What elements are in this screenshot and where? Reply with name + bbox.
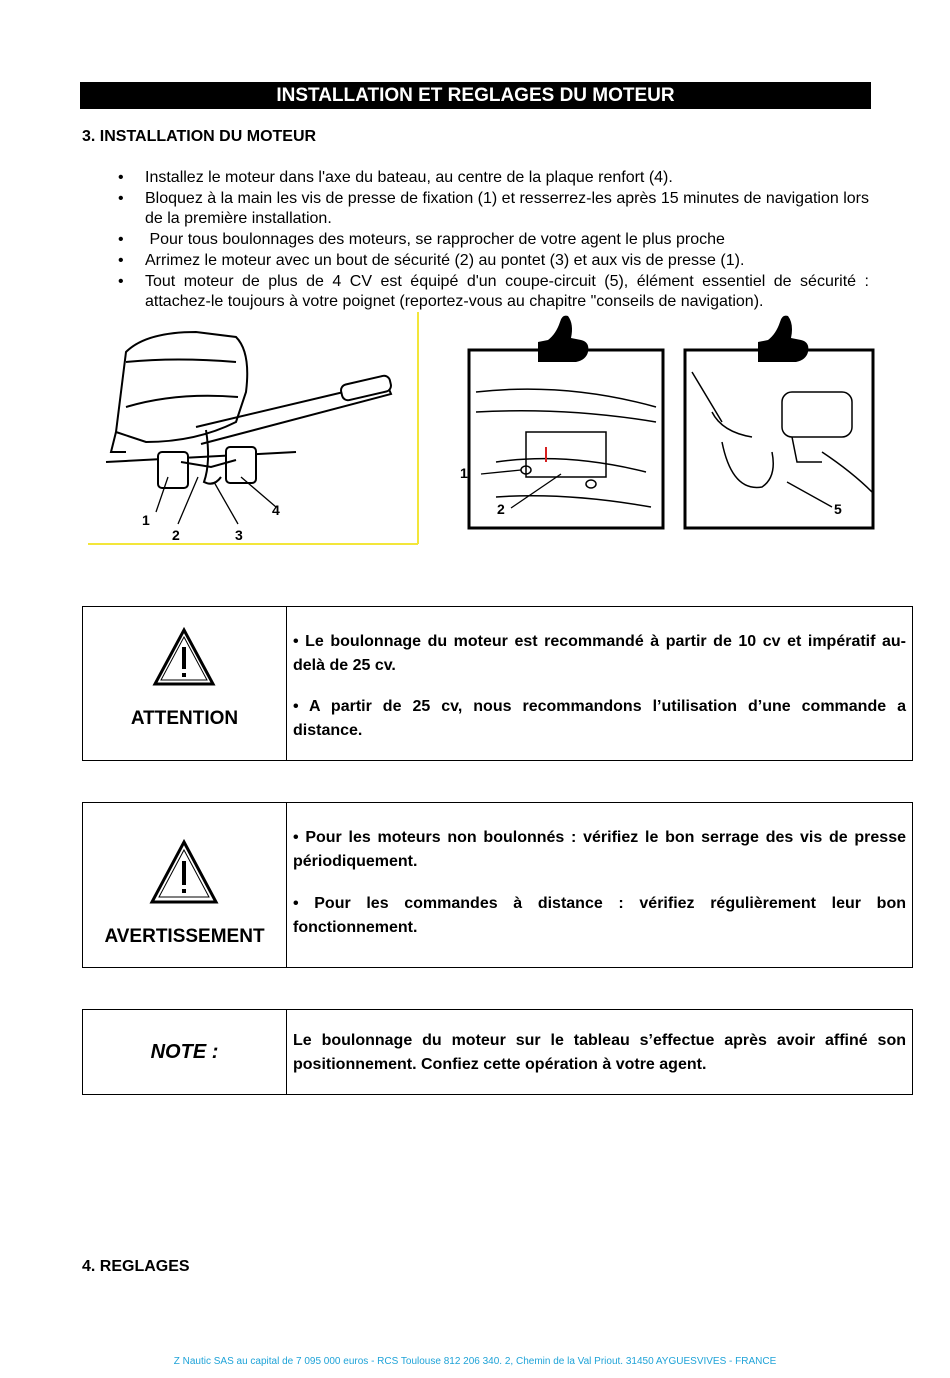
list-item: • Installez le moteur dans l'axe du bateau, au centre de la plaque renfort (4).	[118, 169, 673, 186]
list-item: • Pour tous boulonnages des moteurs, se rapprocher de votre agent le plus proche	[118, 231, 725, 248]
list-item: • Arrimez le moteur avec un bout de sécurité (2) au pontet (3) et aux vis de presse (1).	[118, 252, 745, 269]
bullet-icon: •	[118, 273, 124, 290]
attention-line-1: • Le boulonnage du moteur est recommandé à partir de 10 cv et impératif au-delà de 25 cv.	[293, 633, 906, 674]
list-item: • Tout moteur de plus de 4 CV est équipé d'un coupe-circuit (5), élément essentiel de sécurité : attachez-le toujours à votre poignet (reportez-vous au chapitre "conseils de navigation).	[118, 273, 869, 310]
note-text: Le boulonnage du moteur sur le tableau s’effectue après avoir affiné son positionnement. Confiez cette opération à votre agent.	[293, 1032, 906, 1073]
attention-label: ATTENTION	[130, 708, 239, 729]
figure-label-5: 5	[834, 501, 842, 517]
installation-bullet-list	[118, 168, 869, 313]
kill-switch-illustration	[682, 312, 876, 532]
figure-label-2: 2	[497, 501, 505, 517]
attention-text-cell	[287, 607, 913, 761]
avertissement-line-2: • Pour les commandes à distance : vérifiez régulièrement leur bon fonctionnement.	[293, 895, 906, 936]
thumbs-up-icon	[538, 316, 588, 362]
figure-label-1: 1	[142, 512, 150, 528]
page-title: INSTALLATION ET REGLAGES DU MOTEUR	[80, 82, 871, 109]
avertissement-label: AVERTISSEMENT	[104, 926, 265, 947]
attention-box	[82, 606, 913, 761]
avertissement-box	[82, 802, 913, 968]
figure-label-2: 2	[172, 527, 180, 543]
bullet-icon: •	[118, 190, 124, 207]
note-text-cell	[287, 1010, 913, 1095]
figure-label-4: 4	[272, 502, 280, 518]
attention-label-cell	[83, 607, 287, 761]
figure-label-3: 3	[235, 527, 243, 543]
list-item: • Bloquez à la main les vis de presse de fixation (1) et resserrez-les après 15 minutes de navigation lors de la première installation.	[118, 190, 869, 227]
clamp-detail-illustration	[460, 312, 666, 532]
bullet-icon: •	[118, 169, 124, 186]
avertissement-label-cell	[83, 803, 287, 968]
section-4-heading: 4. REGLAGES	[82, 1258, 190, 1275]
bullet-icon: •	[118, 231, 124, 248]
figure-label-1: 1	[460, 465, 468, 481]
motor-mounting-illustration	[86, 312, 422, 548]
warning-triangle-icon	[149, 839, 219, 905]
note-box	[82, 1009, 913, 1095]
footer-company-info: Z Nautic SAS au capital de 7 095 000 euros - RCS Toulouse 812 206 340. 2, Chemin de la Val Priout. 31450 AYGUESVIVES - FRANCE	[173, 1356, 777, 1367]
avertissement-line-1: • Pour les moteurs non boulonnés : vérifiez le bon serrage des vis de presse périodiquement.	[293, 829, 906, 870]
warning-triangle-icon	[152, 627, 216, 687]
note-label: NOTE :	[83, 1010, 287, 1095]
section-3-heading: 3. INSTALLATION DU MOTEUR	[82, 128, 317, 145]
avertissement-text-cell	[287, 803, 913, 968]
attention-line-2: • A partir de 25 cv, nous recommandons l’utilisation d’une commande a distance.	[293, 698, 906, 739]
thumbs-up-icon	[758, 316, 808, 362]
bullet-icon: •	[118, 252, 124, 269]
